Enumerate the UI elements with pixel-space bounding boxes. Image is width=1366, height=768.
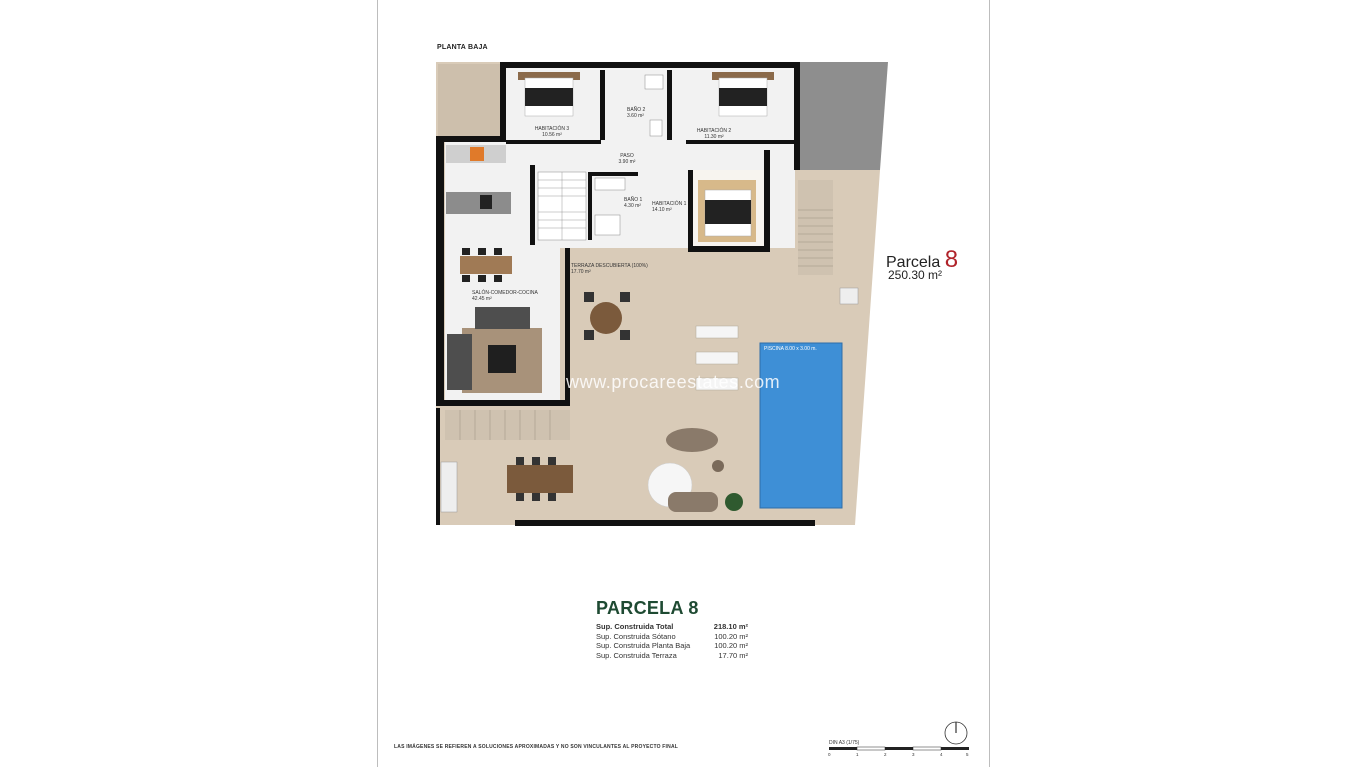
summary-row — [596, 651, 748, 661]
summary-value: 100.20 m² — [714, 641, 748, 650]
shower — [840, 288, 858, 304]
parcel-tag-number: 8 — [944, 246, 959, 273]
scale-tick: 2 — [884, 752, 887, 757]
summary-row — [596, 622, 748, 632]
summary-label: Sup. Construida Terraza — [596, 650, 677, 660]
label-bano2: BAÑO 2 3.60 m² — [627, 107, 646, 119]
scale-tick: 5 — [966, 752, 969, 757]
label-salon: SALÓN-COMEDOR-COCINA 42.45 m² — [472, 290, 538, 302]
label-paso: PASO 3.90 m² — [618, 153, 636, 165]
floor-title: PLANTA BAJA — [437, 44, 488, 51]
scale-bar — [828, 746, 970, 752]
patio-top-left — [438, 64, 500, 136]
lower-stairs — [445, 410, 570, 440]
scale-tick: 4 — [940, 752, 943, 757]
neighbour-paving — [797, 62, 888, 170]
disclaimer: LAS IMÁGENES SE REFIEREN A SOLUCIONES APROXIMADAS Y NO SON VINCULANTES AL PROYECTO FINAL — [394, 744, 679, 750]
label-piscina: PISCINA 8.00 x 3.00 m. — [764, 346, 817, 352]
summary-label: Sup. Construida Planta Baja — [596, 641, 691, 650]
summary-row — [596, 632, 748, 642]
parcel-area: 250.30 m² — [888, 268, 943, 282]
summary-table — [596, 622, 748, 660]
internal-stairs — [538, 172, 586, 240]
label-habitacion1: HABITACIÓN 1 14.10 m² — [652, 201, 687, 213]
label-habitacion3: HABITACIÓN 3 10.56 m² — [534, 126, 570, 138]
summary-title: PARCELA 8 — [596, 598, 699, 618]
label-terraza: TERRAZA DESCUBIERTA (100%) 17.70 m² — [571, 263, 648, 275]
summary-label: Sup. Construida Sótano — [596, 631, 676, 641]
watermark: www.procareestates.com — [566, 372, 781, 392]
summary-row — [596, 641, 748, 651]
summary-value: 100.20 m² — [714, 631, 748, 641]
scale-tick: 1 — [856, 752, 859, 757]
scale-label: DIN A3 (1/75) — [829, 740, 860, 746]
parcel-tag-label: Parcela — [886, 254, 941, 271]
north-arrow-icon — [943, 720, 969, 746]
outdoor-sink — [441, 462, 457, 512]
summary-value: 218.10 m² — [713, 622, 748, 631]
label-bano1: BAÑO 1 4.30 m² — [624, 197, 643, 209]
bed-habitacion2 — [712, 72, 774, 116]
label-habitacion2: HABITACIÓN 2 11.30 m² — [696, 128, 732, 140]
bed-habitacion3 — [518, 72, 580, 116]
summary-value: 17.70 m² — [718, 650, 748, 660]
scale-tick: 0 — [828, 752, 831, 757]
scale-tick: 3 — [912, 752, 915, 757]
summary-label: Sup. Construida Total — [596, 622, 674, 631]
pool — [760, 343, 842, 508]
bed-habitacion1 — [698, 180, 756, 242]
side-stairs — [798, 180, 833, 275]
